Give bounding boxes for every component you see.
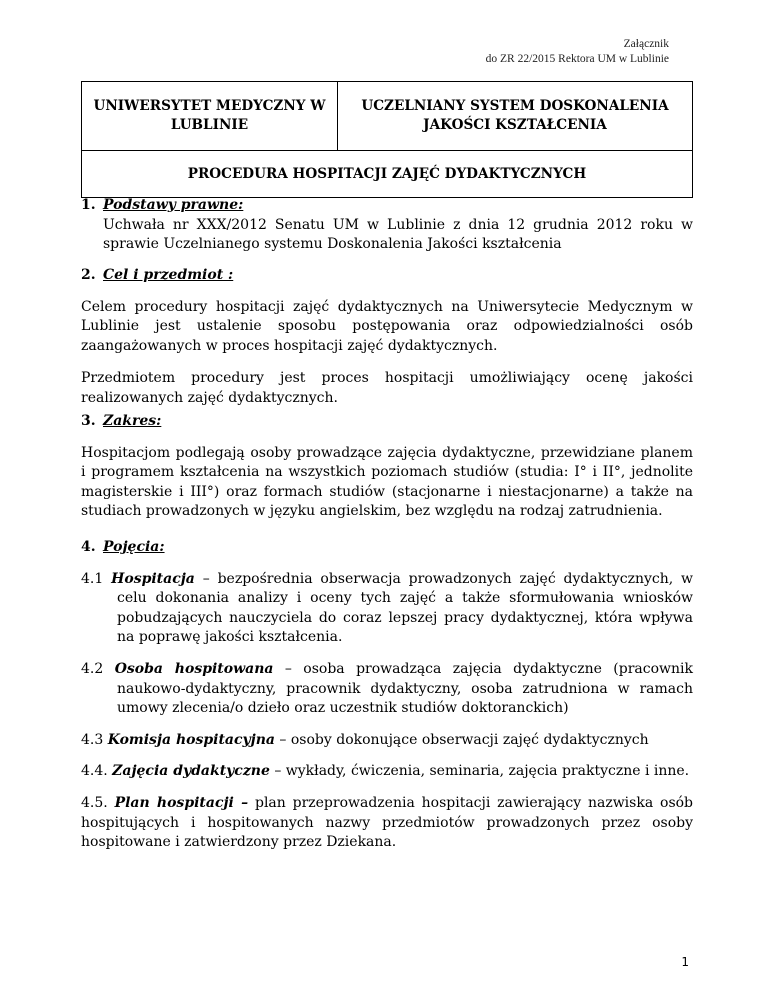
definition-text: – wykłady, ćwiczenia, seminaria, zajęcia praktyczne i inne. [269, 763, 690, 780]
attachment-line-1: Załącznik [623, 38, 669, 50]
section-3-title: Zakres: [103, 413, 162, 429]
section-4-number: 4. [81, 539, 96, 555]
section-1 [81, 196, 693, 255]
section-1-heading [81, 196, 693, 216]
section-2-title: Cel i przedmiot : [103, 267, 234, 283]
section-4-heading [81, 538, 693, 558]
university-name: UNIWERSYTET MEDYCZNY W LUBLINIE [82, 82, 338, 151]
attachment-line-2: do ZR 22/2015 Rektora UM w Lublinie [485, 53, 669, 65]
definition-term: Hospitacja [111, 570, 195, 587]
header-table [81, 81, 693, 198]
definition-item [81, 794, 693, 853]
definition-text: – osoba prowadząca zajęcia dydaktyczne (pracownik naukowo-dydaktyczny, pracownik dydaktyczny, osoba zatrudniona w ramach umowy zlecenia/o dzieło oraz uczestnik studiów doktoranckich) [117, 660, 693, 717]
definition-number: 4.3 [81, 731, 104, 748]
section-2-paragraph-2: Przedmiotem procedury jest proces hospitacji umożliwiający ocenę jakości realizowanych zajęć dydaktycznych. [81, 370, 693, 406]
section-1-number: 1. [81, 197, 96, 213]
definition-item [81, 731, 693, 751]
section-3-text: Hospitacjom podlegają osoby prowadzące zajęcia dydaktyczne, przewidziane planem i programem kształcenia na wszystkich poziomach studiów (studia: I° i II°, jednolite magisterskie i III°) oraz formach studiów (stacjonarne i niestacjonarne) a także na studiach prowadzonych w języku angielskim, bez względu na rodzaj zatrudnienia. [81, 444, 693, 520]
system-name: UCZELNIANY SYSTEM DOSKONALENIA JAKOŚCI KSZTAŁCENIA [338, 82, 693, 151]
definition-number: 4.4. [81, 763, 108, 780]
section-1-text: Uchwała nr XXX/2012 Senatu UM w Lublinie z dnia 12 grudnia 2012 roku w sprawie Uczelnianego systemu Doskonalenia Jakości kształcenia [103, 216, 693, 253]
section-1-title: Podstawy prawne: [103, 197, 244, 213]
section-2-paragraph-1: Celem procedury hospitacji zajęć dydaktycznych na Uniwersytecie Medycznym w Lublinie jest ustalenie sposobu postępowania oraz odpowiedzialności osób zaangażowanych w proces hospitacji zajęć dydaktycznych. [81, 298, 693, 354]
definition-item [81, 762, 693, 782]
definition-text: plan przeprowadzenia hospitacji zawierający nazwiska osób hospitujących i hospitowanych nazwy przedmiotów prowadzonych przez osoby hospitowane i zatwierdzony przez Dziekana. [81, 794, 694, 851]
definition-item [81, 660, 693, 719]
definition-term: Komisja hospitacyjna [107, 731, 275, 748]
section-4 [81, 538, 693, 853]
definition-number: 4.5. [81, 794, 108, 811]
section-3 [81, 412, 693, 522]
section-3-heading [81, 412, 693, 432]
section-4-title: Pojęcia: [103, 539, 165, 555]
attachment-note [486, 37, 669, 67]
definition-term: Zajęcia dydaktyczne [112, 763, 270, 780]
definition-item [81, 570, 693, 648]
section-2-heading [81, 266, 693, 286]
section-2 [81, 266, 693, 409]
section-2-number: 2. [81, 267, 96, 283]
procedure-title: PROCEDURA HOSPITACJI ZAJĘĆ DYDAKTYCZNYCH [82, 151, 693, 198]
section-3-number: 3. [81, 413, 96, 429]
definition-term: Plan hospitacji – [114, 794, 249, 811]
definition-text: – bezpośrednia obserwacja prowadzonych zajęć dydaktycznych, w celu dokonania analizy i oceny tych zajęć a także sformułowania wniosków pobudzających nauczyciela do coraz lepszej pracy dydaktycznej, która wpływa na poprawę jakości kształcenia. [117, 570, 694, 646]
page-number: 1 [681, 955, 689, 969]
definition-number: 4.1 [81, 570, 104, 587]
definition-number: 4.2 [81, 660, 104, 677]
definition-term: Osoba hospitowana [114, 660, 274, 677]
definition-text: – osoby dokonujące obserwacji zajęć dydaktycznych [274, 731, 649, 748]
